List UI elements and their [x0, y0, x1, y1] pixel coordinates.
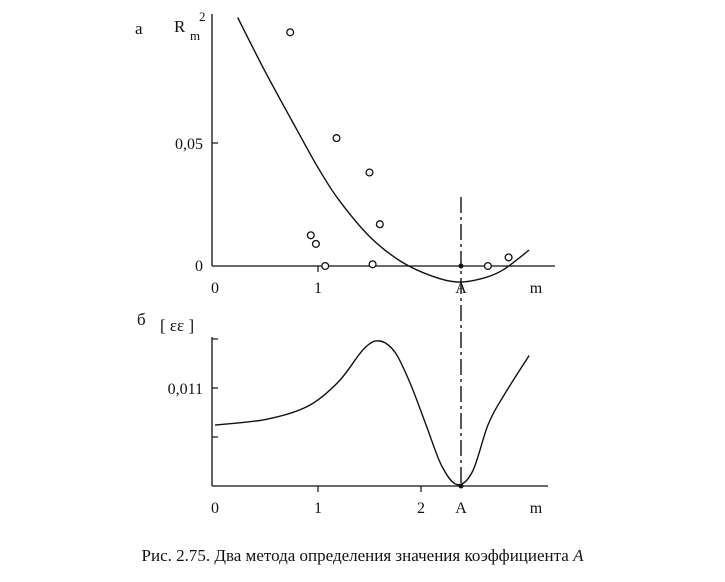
- panel-b-label: б: [137, 310, 146, 329]
- panel-a-data-point: [333, 135, 340, 142]
- panel-a-xlabel: m: [529, 280, 543, 297]
- panel-b-xtick-label: 0: [211, 500, 219, 517]
- panel-a-data-point: [369, 261, 376, 268]
- panel-b-xtick-label: 1: [314, 500, 322, 517]
- panel-a-ytick-label: 0: [195, 258, 203, 275]
- panel-b-ytick-label: 0,011: [167, 381, 203, 398]
- panel-a-curve: [238, 18, 529, 283]
- panel-a: [135, 9, 555, 297]
- panel-a-data-point: [376, 221, 383, 228]
- panel-a-xtick-label: 1: [314, 280, 322, 297]
- panel-a-ylabel-base: R: [174, 17, 186, 36]
- panel-a-ytick-label: 0,05: [175, 136, 203, 153]
- panel-a-points: [287, 29, 512, 270]
- panel-a-data-point: [313, 241, 320, 248]
- caption-symbol: A: [573, 546, 584, 565]
- panel-a-ylabel-sup: 2: [199, 9, 206, 24]
- panel-a-label: а: [135, 19, 143, 38]
- panel-b-ylabel: [ εε ]: [160, 316, 195, 335]
- panel-b-marker-dot: [459, 484, 464, 489]
- panel-a-data-point: [307, 232, 314, 239]
- panel-a-data-point: [505, 254, 512, 261]
- panel-a-data-point: [485, 263, 492, 270]
- panel-b-curve: [215, 341, 529, 485]
- panel-a-data-point: [287, 29, 294, 36]
- panel-b-xlabel: m: [529, 500, 543, 517]
- panel-a-data-point: [322, 263, 329, 270]
- panel-b: [137, 310, 548, 517]
- figure-caption: [0, 546, 725, 566]
- caption-text: Рис. 2.75. Два метода определения значения коэффициента: [141, 546, 574, 565]
- panel-b-marker-label: A: [455, 500, 467, 517]
- panel-a-data-point: [366, 169, 373, 176]
- panel-a-xtick-label: 0: [211, 280, 219, 297]
- panel-b-xtick-label: 2: [417, 500, 425, 517]
- panel-a-ylabel-sub: m: [190, 28, 201, 43]
- panel-a-marker-label: A: [455, 280, 467, 297]
